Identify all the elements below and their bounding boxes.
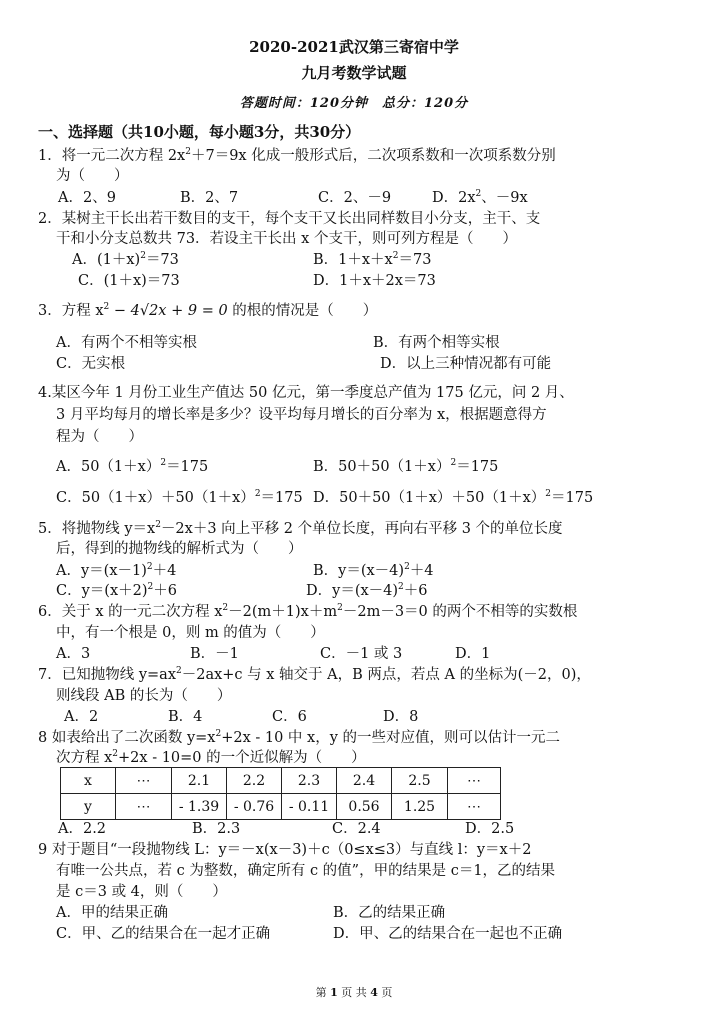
q2-option-a: A．$(1+x)^2=73$: [72, 251, 179, 268]
q7-option-c: C．6: [272, 709, 307, 725]
table-row-y: [61, 794, 501, 820]
question-2-text: 2．某树主干长出若干数目的支干，每个支干又长出同样数目小分支，主干、支: [38, 211, 541, 227]
q9-option-b: B．乙的结果正确: [333, 905, 446, 921]
q9-option-c: C．甲、乙的结果合在一起才正确: [56, 926, 271, 942]
table-cell: 2.1: [172, 768, 227, 794]
q6-option-b: B．－1: [190, 646, 239, 662]
q4-option-d: D．$50+50(1+x)+50(1+x)^2=175$: [313, 489, 594, 506]
q6-option-d: D．1: [455, 646, 491, 662]
question-7-text-cont: 则线段 AB 的长为（ ）: [56, 688, 232, 704]
table-cell: - 0.11: [282, 794, 337, 820]
table-cell: 2.4: [337, 768, 392, 794]
q5-option-a: A．$y=(x-1)^2+4$: [56, 562, 177, 579]
q7-option-b: B．4: [168, 709, 203, 725]
q1-option-d: D．$2x^2$、－9x: [432, 189, 528, 206]
table-cell: 0.56: [337, 794, 392, 820]
question-1-text-cont: 为（ ）: [56, 168, 129, 184]
q7-option-a: A．2: [64, 709, 99, 725]
question-4-text-cont2: 程为（ ）: [56, 429, 143, 445]
question-4-text-cont: 3 月平均每月的增长率是多少？设平均每月增长的百分率为 x，根据题意得方: [56, 407, 547, 423]
table-cell: ⋯: [116, 768, 172, 794]
question-3-text: 3．方程 $x^2 - 4√2x + 9 = 0$ 的根的情况是（ ）: [38, 302, 378, 319]
q9-option-a: A．甲的结果正确: [56, 905, 168, 921]
q2-option-c: C．(1＋x)＝73: [78, 273, 180, 289]
exam-info: 答题时间：120分钟 总分：120分: [239, 96, 469, 111]
question-6-text: 6．关于 x 的一元二次方程 $x^2-2(m+1)x+m^2-2m-3=0$ 的两个不相等的实数根: [38, 603, 578, 620]
q8-option-c: C．2.4: [332, 821, 381, 837]
q4-option-c: C．$50(1+x)+50(1+x)^2=175$: [56, 489, 303, 506]
q5-option-d: D．$y=(x-4)^2+6$: [306, 582, 428, 599]
q1-option-a: A．2、9: [58, 190, 116, 206]
question-8-text: 8 如表给出了二次函数 $y=x^2+2x - 10$ 中 x，y 的一些对应值，则可以估计一元二: [38, 729, 561, 746]
question-5-text: 5．将抛物线 $y=x^2-2x+3$ 向上平移 2 个单位长度，再向右平移 3 个的单位长度: [38, 520, 563, 537]
q4-option-a: A．$50(1+x)^2=175$: [56, 458, 209, 475]
table-cell: ⋯: [448, 794, 501, 820]
table-cell: - 0.76: [227, 794, 282, 820]
question-9-text: 9 对于题目“一段抛物线 L：y＝－x(x－3)＋c（0≤x≤3）与直线 l：y＝x＋2: [38, 842, 532, 858]
q1-option-b: B．2、7: [180, 190, 239, 206]
q6-option-a: A．3: [56, 646, 91, 662]
exam-subtitle: 九月考数学试题: [301, 64, 407, 82]
table-cell: 1.25: [392, 794, 448, 820]
table-cell: ⋯: [448, 768, 501, 794]
q9-option-d: D．甲、乙的结果合在一起也不正确: [333, 926, 563, 942]
q2-option-d: D．1＋x＋2x＝73: [313, 273, 436, 289]
table-cell: 2.3: [282, 768, 337, 794]
q8-option-b: B．2.3: [192, 821, 241, 837]
question-8-text-cont: 次方程 $x^2+2x - 10=0$ 的一个近似解为（ ）: [56, 749, 366, 766]
q8-option-a: A．2.2: [58, 821, 107, 837]
table-row-x: [61, 768, 501, 794]
section-heading: 一、选择题（共10小题，每小题3分，共30分）: [38, 123, 361, 141]
table-cell: ⋯: [116, 794, 172, 820]
table-cell: 2.2: [227, 768, 282, 794]
question-4-text: 4.某区今年 1 月份工业生产值达 50 亿元，第一季度总产值为 175 亿元，问 2 月、: [38, 385, 574, 401]
table-cell: x: [61, 768, 116, 794]
question-1-text: 1．将一元二次方程 $2x^2+7=9x$ 化成一般形式后，二次项系数和一次项系数分别: [38, 147, 556, 164]
exam-school-title: 2020-2021武汉第三寄宿中学: [249, 38, 459, 56]
q8-option-d: D．2.5: [465, 821, 515, 837]
table-cell: y: [61, 794, 116, 820]
q3-option-c: C．无实根: [56, 356, 126, 372]
question-2-text-cont: 干和小分支总数共 73．若设主干长出 x 个支干，则可列方程是（ ）: [56, 231, 517, 247]
question-9-text-cont: 有唯一公共点，若 c 为整数，确定所有 c 的值”，甲的结果是 c＝1，乙的结果: [56, 863, 556, 879]
value-table: [60, 767, 501, 820]
q1-option-c: C．2、－9: [318, 190, 392, 206]
question-6-text-cont: 中，有一个根是 0，则 m 的值为（ ）: [56, 625, 325, 641]
q3-option-b: B．有两个相等实根: [373, 335, 500, 351]
table-cell: 2.5: [392, 768, 448, 794]
question-7-text: 7．已知抛物线 $y=ax^2-2ax+c$ 与 x 轴交于 A，B 两点，若点 A 的坐标为(－2，0)，: [38, 666, 591, 683]
page-footer: 第 1 页 共 4 页: [315, 986, 393, 999]
q6-option-c: C．－1 或 3: [320, 646, 403, 662]
q5-option-c: C．$y=(x+2)^2+6$: [56, 582, 177, 599]
q2-option-b: B．$1+x+x^2=73$: [313, 251, 432, 268]
question-5-text-cont: 后，得到的抛物线的解析式为（ ）: [56, 541, 303, 557]
table-cell: - 1.39: [172, 794, 227, 820]
q4-option-b: B．$50+50(1+x)^2=175$: [313, 458, 499, 475]
q5-option-b: B．$y=(x-4)^2+4$: [313, 562, 434, 579]
question-9-text-cont2: 是 c＝3 或 4，则（ ）: [56, 884, 227, 900]
q7-option-d: D．8: [383, 709, 419, 725]
q3-option-a: A．有两个不相等实根: [56, 335, 197, 351]
q3-option-d: D．以上三种情况都有可能: [380, 356, 552, 372]
